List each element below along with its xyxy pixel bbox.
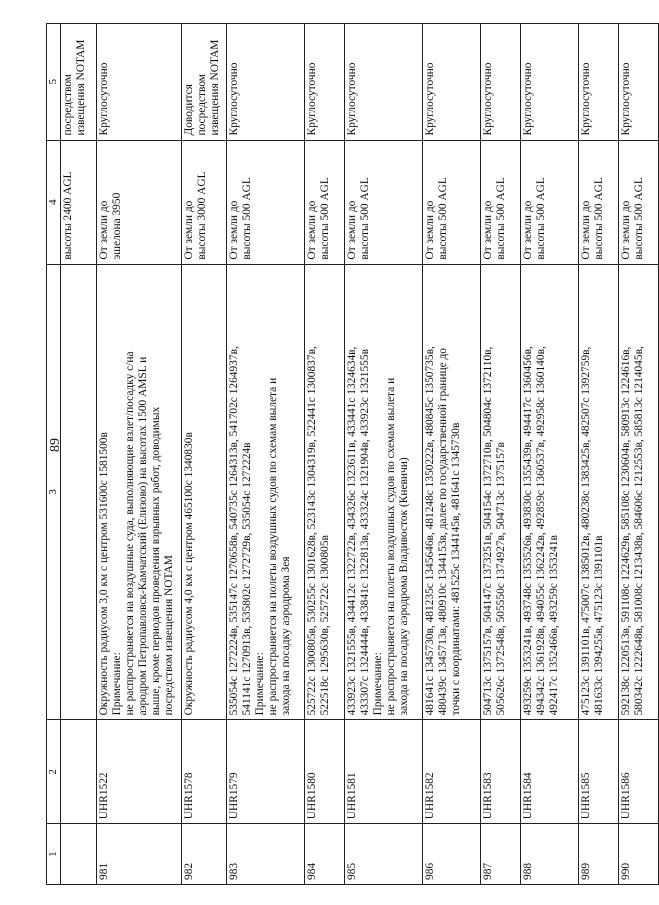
zone-description-line: 492417с 1352466в, 493259с 1353241в bbox=[548, 535, 560, 716]
zone-active-time-line: Круглосуточно bbox=[580, 62, 592, 136]
zone-description-line: 493259с 1353241в, 493748с 1353526в, 493830с 1355439в, 494417с 1360456в, bbox=[522, 346, 534, 716]
zone-height-limits-line: От земли до bbox=[580, 200, 592, 260]
zone-description bbox=[227, 264, 305, 720]
zone-code: UHR1585 bbox=[579, 720, 619, 824]
col-header-5: 5 bbox=[47, 24, 61, 141]
row-number: 983 bbox=[227, 824, 305, 885]
zone-description-line: точки с координатами: 481525с 1344145в, 481641с 1345730в bbox=[450, 422, 462, 716]
col-header-1: 1 bbox=[47, 824, 61, 885]
continuation-time: посредством извещения NOTAM bbox=[61, 24, 97, 141]
zone-description-line: 592138с 1220513в, 591108с 1224629в, 585108с 1230604в, 580913с 1224616в, bbox=[620, 346, 632, 716]
table-row bbox=[97, 24, 182, 885]
zone-description-line: не распространяется на воздушные суда, выполняющие взлет/посадку с/на bbox=[124, 351, 136, 716]
zone-description-line: 494342с 1361928в, 494055с 1362242в, 492859с 1360537в, 492958с 1360140в, bbox=[535, 346, 547, 716]
zone-description-line: 433923с 1321555в, 434412с 1322722в, 434326с 1323611в, 433441с 1324634в, bbox=[346, 346, 358, 716]
zone-active-time bbox=[579, 24, 619, 141]
zone-height-limits bbox=[305, 140, 345, 264]
zone-height-limits bbox=[182, 140, 227, 264]
zone-description bbox=[619, 264, 659, 720]
zone-active-time bbox=[521, 24, 579, 141]
zone-description-line: 541141с 1270913в, 535802с 1272729в, 535054с 1272224в bbox=[241, 442, 253, 716]
zone-height-limits-line: От земли до bbox=[346, 200, 358, 260]
row-number: 982 bbox=[182, 824, 227, 885]
zone-description bbox=[481, 264, 521, 720]
zone-height-limits-line: высоты 500 AGL bbox=[633, 177, 645, 260]
table-row bbox=[481, 24, 521, 885]
zone-description-line: Примечание: bbox=[254, 652, 266, 716]
zone-description-line: 580342с 1222648в, 581008с 1213438в, 584606с 1212553в, 585813с 1214045в, bbox=[633, 346, 645, 716]
zone-description-line: 433307с 1324444в, 433841с 1322813в, 433324с 1321904в, 433923с 1321555в bbox=[359, 349, 371, 716]
zone-description bbox=[345, 264, 423, 720]
zone-description bbox=[423, 264, 481, 720]
zone-active-time-line: извещения NOTAM bbox=[209, 39, 221, 136]
zone-description-line: Окружность радиусом 4,0 км с центром 465100с 1340830в bbox=[183, 432, 195, 716]
table-row bbox=[579, 24, 619, 885]
zone-description-line: 525722с 1300805в, 530255с 1301628в, 523143с 1304319в, 522441с 1300837в, bbox=[306, 346, 318, 716]
zone-active-time-line: Круглосуточно bbox=[482, 62, 494, 136]
row-number: 989 bbox=[579, 824, 619, 885]
zone-description-line: аэродром Петропавловск-Камчатский (Елизово) на высотах 1500 AMSL и bbox=[137, 356, 149, 716]
zone-height-limits-line: высоты 500 AGL bbox=[437, 177, 449, 260]
zone-code: UHR1584 bbox=[521, 720, 579, 824]
zone-description-line: 480439с 1345713в, 480910с 1344153в, далее по государственной границе до bbox=[437, 348, 449, 716]
zone-description bbox=[182, 264, 227, 720]
zone-description-line: посредством извещения NOTAM bbox=[163, 555, 175, 716]
zone-height-limits-line: эшелона 3950 bbox=[111, 192, 123, 260]
zone-height-limits bbox=[619, 140, 659, 264]
row-number: 988 bbox=[521, 824, 579, 885]
zone-description-line: 481633с 1394255в, 475123с 1391101в bbox=[593, 535, 605, 716]
zone-description-line: 481641с 1345730в, 481235с 1345646в, 481248с 1350222в, 480845с 1350735в, bbox=[424, 346, 436, 716]
rotated-table-wrapper bbox=[46, 23, 645, 885]
zone-active-time-line: Круглосуточно bbox=[620, 62, 632, 136]
zone-active-time bbox=[423, 24, 481, 141]
row-number: 981 bbox=[97, 824, 182, 885]
zone-active-time bbox=[345, 24, 423, 141]
table-row bbox=[619, 24, 659, 885]
table-row bbox=[227, 24, 305, 885]
zone-height-limits-line: высоты 3000 AGL bbox=[196, 171, 208, 260]
restricted-zones-table bbox=[46, 23, 659, 885]
zone-active-time bbox=[97, 24, 182, 141]
zone-active-time bbox=[227, 24, 305, 141]
zone-height-limits-line: От земли до bbox=[183, 200, 195, 260]
zone-code: UHR1579 bbox=[227, 720, 305, 824]
zone-description bbox=[97, 264, 182, 720]
zone-description-line: 535054с 1272224в, 535147с 1270658в, 540735с 1264313в, 541702с 1264937в, bbox=[228, 346, 240, 716]
zone-active-time bbox=[619, 24, 659, 141]
zone-code: UHR1582 bbox=[423, 720, 481, 824]
table-row bbox=[182, 24, 227, 885]
zone-height-limits-line: высоты 500 AGL bbox=[359, 177, 371, 260]
table-row bbox=[305, 24, 345, 885]
zone-height-limits bbox=[423, 140, 481, 264]
zone-code: UHR1583 bbox=[481, 720, 521, 824]
zone-active-time bbox=[305, 24, 345, 141]
zone-active-time bbox=[182, 24, 227, 141]
zone-description bbox=[579, 264, 619, 720]
zone-code: UHR1586 bbox=[619, 720, 659, 824]
zone-height-limits-line: высоты 500 AGL bbox=[535, 177, 547, 260]
zone-description-line: Примечание: bbox=[111, 652, 123, 716]
row-number: 987 bbox=[481, 824, 521, 885]
zone-description-line: 505626с 1372548в, 505550с 1374927в, 504713с 1375157в bbox=[495, 442, 507, 716]
row-number: 984 bbox=[305, 824, 345, 885]
zone-height-limits-line: От земли до bbox=[620, 200, 632, 260]
page-number: 89 bbox=[48, 438, 63, 452]
zone-active-time-line: Круглосуточно bbox=[522, 62, 534, 136]
row-number: 990 bbox=[619, 824, 659, 885]
zone-code: UHR1578 bbox=[182, 720, 227, 824]
zone-description-line: 504713с 1375157в, 504147с 1373251в, 504154с 1372710в, 504804с 1372110в, bbox=[482, 346, 494, 716]
zone-description-line: не распространяется на полеты воздушных судов по схемам вылета и bbox=[385, 377, 397, 716]
zone-description-line: Примечание: bbox=[372, 652, 384, 716]
zone-height-limits bbox=[97, 140, 182, 264]
zone-active-time bbox=[481, 24, 521, 141]
zone-height-limits-line: высоты 500 AGL bbox=[593, 177, 605, 260]
row-number: 986 bbox=[423, 824, 481, 885]
zone-description-line: Окружность радиусом 3,0 км с центром 531600с 1581500в bbox=[98, 432, 110, 716]
zone-description-line: захода на посадку аэродрома Владивосток (Кневичи) bbox=[398, 457, 410, 716]
zone-height-limits-line: От земли до bbox=[482, 200, 494, 260]
zone-code: UHR1522 bbox=[97, 720, 182, 824]
continuation-row bbox=[61, 24, 97, 885]
continuation-height: высоты 2400 AGL bbox=[61, 140, 97, 264]
zone-height-limits-line: От земли до bbox=[98, 200, 110, 260]
zone-height-limits bbox=[481, 140, 521, 264]
zone-description-line: выше, кроме периодов проведения взрывных работ, доводимых bbox=[150, 406, 162, 716]
zone-active-time-line: Круглосуточно bbox=[306, 62, 318, 136]
table-row bbox=[423, 24, 481, 885]
table-row bbox=[521, 24, 579, 885]
col-header-3: 3 bbox=[47, 264, 61, 720]
zone-description-line: захода на посадку аэродрома Зея bbox=[280, 556, 292, 716]
zone-description bbox=[521, 264, 579, 720]
zone-height-limits-line: высоты 500 AGL bbox=[319, 177, 331, 260]
row-number: 985 bbox=[345, 824, 423, 885]
zone-height-limits bbox=[579, 140, 619, 264]
column-number-row bbox=[47, 24, 61, 885]
zone-height-limits bbox=[345, 140, 423, 264]
col-header-4: 4 bbox=[47, 140, 61, 264]
col-header-2: 2 bbox=[47, 720, 61, 824]
table-row bbox=[345, 24, 423, 885]
zone-description-line: не распространяется на полеты воздушных судов по схемам вылета и bbox=[267, 377, 279, 716]
zone-height-limits-line: высоты 500 AGL bbox=[495, 177, 507, 260]
zone-active-time-line: Круглосуточно bbox=[346, 62, 358, 136]
zone-height-limits-line: высоты 500 AGL bbox=[241, 177, 253, 260]
zone-active-time-line: посредством bbox=[196, 73, 208, 136]
zone-height-limits bbox=[227, 140, 305, 264]
zone-description-line: 522518с 1295630в, 525722с 1300805в bbox=[319, 535, 331, 716]
zone-code: UHR1581 bbox=[345, 720, 423, 824]
zone-height-limits-line: От земли до bbox=[228, 200, 240, 260]
zone-height-limits-line: От земли до bbox=[424, 200, 436, 260]
zone-code: UHR1580 bbox=[305, 720, 345, 824]
zone-active-time-line: Круглосуточно bbox=[98, 62, 110, 136]
zone-description bbox=[305, 264, 345, 720]
zone-description-line: 475123с 1391101в, 475007с 1385012в, 480238с 1383425в, 482507с 1392759в, bbox=[580, 346, 592, 716]
zone-active-time-line: Круглосуточно bbox=[228, 62, 240, 136]
zone-active-time-line: Доводится bbox=[183, 84, 195, 136]
zone-active-time-line: Круглосуточно bbox=[424, 62, 436, 136]
zone-height-limits bbox=[521, 140, 579, 264]
zone-height-limits-line: От земли до bbox=[306, 200, 318, 260]
zone-height-limits-line: От земли до bbox=[522, 200, 534, 260]
